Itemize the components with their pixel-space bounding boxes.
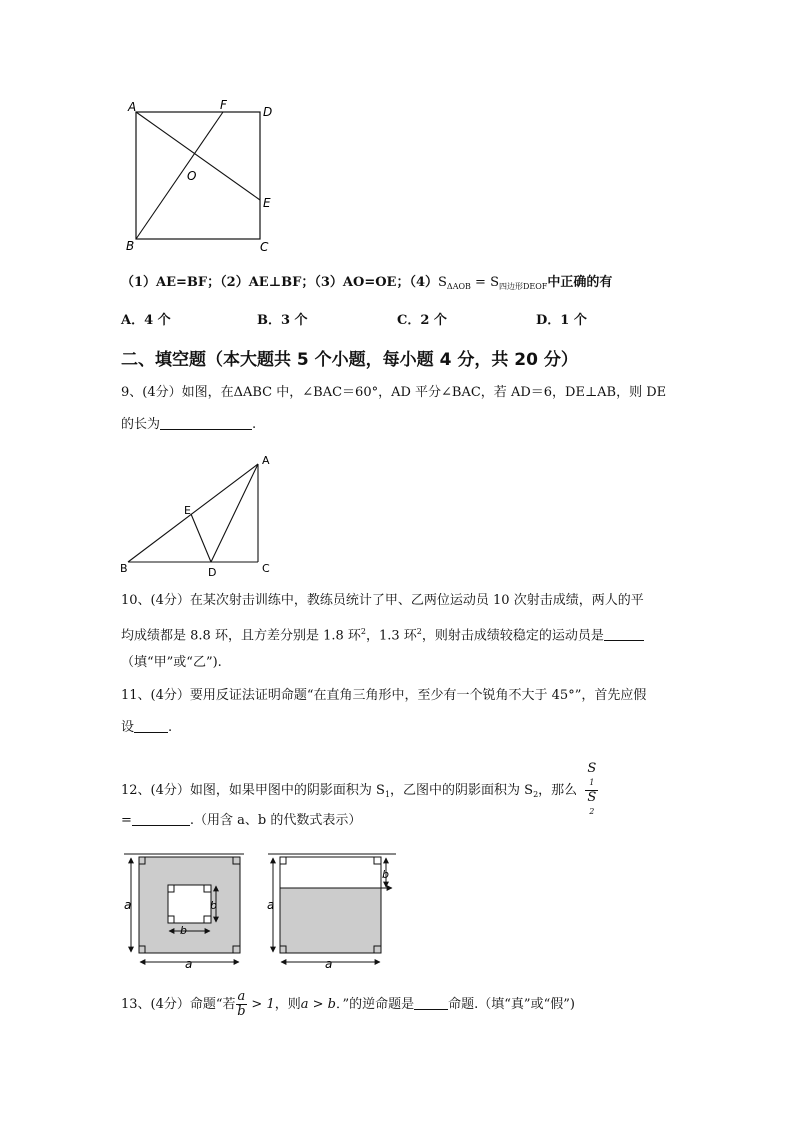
q8-s-left: $S_{\Delta AOB}$ [438,275,471,291]
q12-text-b: ，乙图中的阴影面积为 S [390,783,534,798]
square-abcd [136,112,260,239]
q12-s2-sub: 2 [533,790,539,799]
q10-sup-1: 2 [360,627,366,636]
segment-bf [136,112,223,239]
yi-label-a-bottom: a [325,957,333,970]
q13-line [121,990,575,1019]
q12-answer-blank[interactable] [132,811,190,826]
tri-label-e: E [184,504,191,517]
label-o: O [187,169,197,183]
tri-label-b: B [120,562,128,575]
label-c: C [260,240,269,254]
q11-prompt: 设 [121,720,135,735]
q12-line2 [121,811,361,830]
q9-answer-blank[interactable] [160,415,252,430]
q12-text-d: .（用含 a、b 的代数式表示） [189,813,362,828]
q12-text-a: 12、(4分）如图，如果甲图中的阴影面积为 S [121,783,385,798]
q12-text-c: ，那么 [538,783,578,798]
q12-s1-sub: 1 [384,790,391,799]
q8-option-b: B．3 个 [257,313,308,328]
tri-label-c: C [262,562,270,575]
q12-eq: = [121,813,132,828]
section-heading: 二、填空题（本大题共 5 个小题，每小题 4 分，共 20 分） [121,350,578,370]
q8-statements [121,274,612,296]
q13-gt1: > 1 [247,997,275,1012]
q13-fraction: $\frac{a}{b}$ [237,989,246,1019]
segment-de [191,514,211,562]
q11-line2 [121,718,172,737]
label-f: F [220,98,227,112]
q8-statements-text: （1）AE=BF；（2）AE⊥BF；（3）AO=OE；（4） [121,275,439,290]
q13-a-gt-b: a > b [300,997,336,1012]
square-figure [120,96,290,256]
figure-jia [124,854,244,970]
jia-label-b-bottom: b [180,924,187,937]
q10-text-c: ，则射击成绩较稳定的运动员是 [421,628,604,644]
segment-ba [128,464,258,562]
q9-line2 [121,415,256,434]
q13-answer-blank[interactable] [414,995,448,1010]
q8-option-a: A．4 个 [121,313,171,328]
tri-label-d: D [208,566,217,579]
segment-ae [136,112,260,200]
yi-shaded-rect [280,888,381,953]
q10-text-b: ，1.3 环 [365,628,417,644]
q9-line1: 9、(4分）如图，在ΔABC 中，∠BAC＝60°，AD 平分∠BAC，若 AD＝6，DE⊥AB，则 DE [121,385,667,400]
q13-text-d: 命题.（填“真”或“假”) [448,997,575,1012]
label-a: A [128,100,137,114]
triangle-figure [116,450,286,580]
q10-sup-2: 2 [416,627,422,636]
q8-option-d: D．1 个 [536,313,587,328]
q13-text-b: ，则 [274,997,301,1012]
q11-line1: 11、(4分）要用反证法证明命题“在直角三角形中，至少有一个锐角不大于 45°”，首先应假 [121,688,647,703]
q8-tail: 中正确的有 [547,275,613,290]
q13-text-c: ．”的逆命题是 [335,997,415,1012]
q11-period: . [168,720,173,735]
yi-label-b: b [382,868,389,881]
jia-label-a-side: a [124,898,132,912]
q12-fraction: S 1 S 2 [587,761,597,816]
q10-line1: 10、(4分）在某次射击训练中，教练员统计了甲、乙两位运动员 10 次射击成绩，两人的平 [121,593,644,608]
q10-text-a: 均成绩都是 8.8 环，且方差分别是 1.8 环 [121,628,361,644]
q8-eq: = [470,275,491,290]
yi-label-a-side: a [267,898,275,912]
tri-label-a: A [262,454,270,467]
q8-option-c: C．2 个 [397,313,447,328]
q10-answer-blank[interactable] [604,626,644,641]
q10-line3: （填“甲”或“乙”). [121,655,222,670]
q13-text-a: 13、(4分）命题“若 [121,997,236,1012]
label-e: E [263,196,271,210]
segment-ad [211,464,258,562]
jia-label-b-side: b [210,899,217,912]
label-b: B [126,239,135,253]
figure-yi [267,854,396,970]
area-figures [118,848,408,970]
q8-s-right: $S_{四边形DEOF}$ [490,275,548,291]
jia-label-a-bottom: a [185,957,193,970]
q11-answer-blank[interactable] [134,718,168,733]
q9-period: . [252,417,257,432]
label-d: D [263,105,273,119]
q10-line2 [121,623,644,645]
q9-prompt: 的长为 [121,417,161,432]
